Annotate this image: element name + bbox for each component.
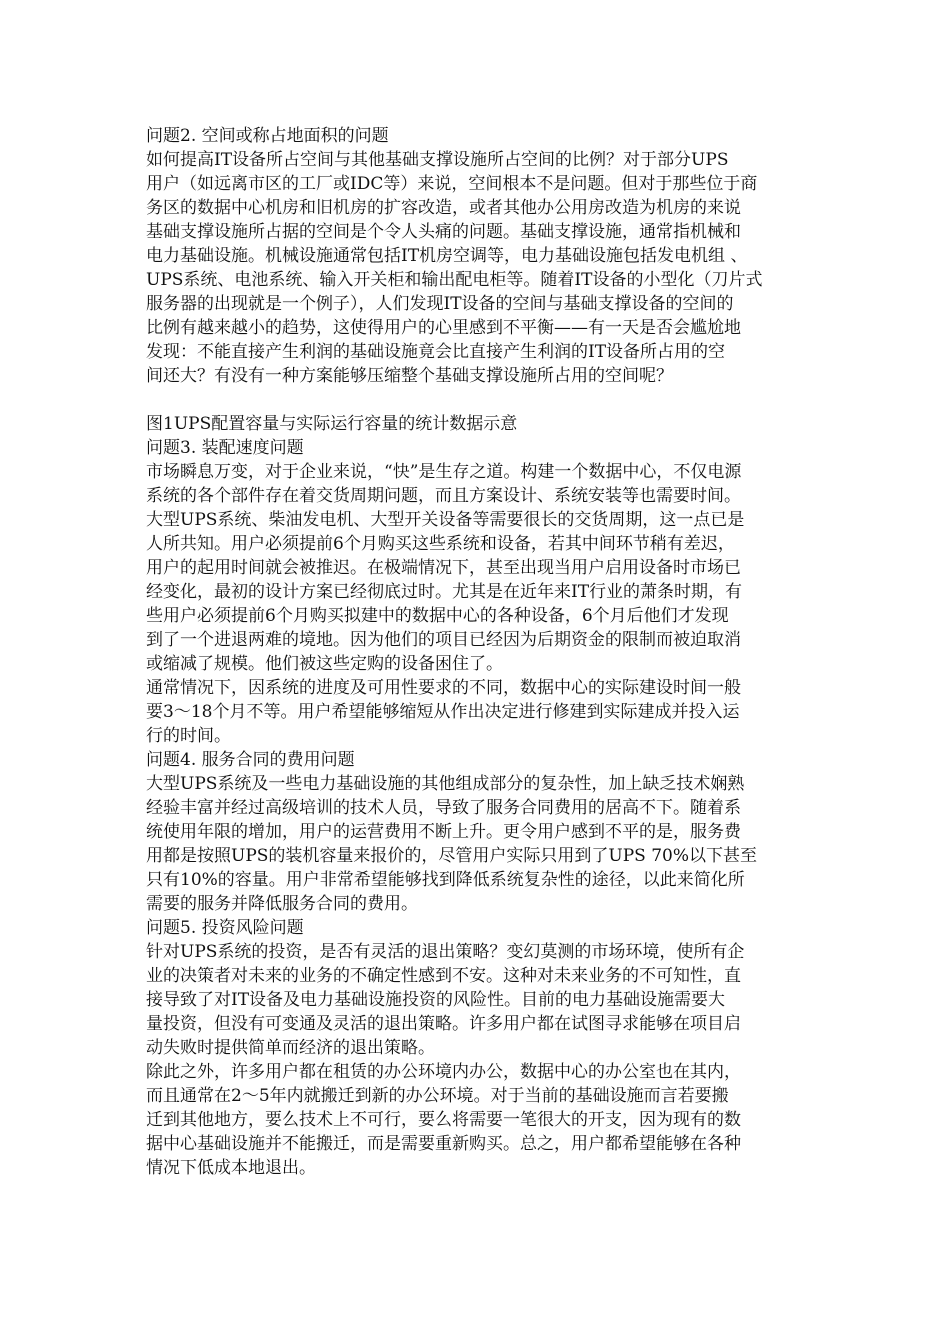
heading-problem-3	[146, 436, 812, 460]
text-line: 针对UPS系统的投资，是否有灵活的退出策略？变幻莫测的市场环境，使所有企	[146, 942, 745, 962]
text-line: 经变化，最初的设计方案已经彻底过时。尤其是在近年来IT行业的萧条时期，有	[146, 582, 743, 602]
text-line: 行的时间。	[146, 726, 231, 746]
text-line: 大型UPS系统、柴油发电机、大型开关设备等需要很长的交货周期，这一点已是	[146, 510, 745, 530]
text-line: 量投资，但没有可变通及灵活的退出策略。许多用户都在试图寻求能够在项目启	[146, 1014, 741, 1034]
text-line: 接导致了对IT设备及电力基础设施投资的风险性。目前的电力基础设施需要大	[146, 990, 726, 1010]
text-line: 间还大？有没有一种方案能够压缩整个基础支撑设施所占用的空间呢？	[146, 366, 673, 386]
paragraph-problem-5b	[146, 1060, 812, 1180]
heading-problem-4	[146, 748, 812, 772]
text-line: 到了一个进退两难的境地。因为他们的项目已经因为后期资金的限制而被迫取消	[146, 630, 741, 650]
document-page	[146, 124, 812, 1180]
text-line: 问题3. 装配速度问题	[146, 438, 304, 458]
paragraph-problem-2	[146, 148, 812, 388]
text-line: 动失败时提供简单而经济的退出策略。	[146, 1038, 435, 1058]
text-line: 比例有越来越小的趋势，这使得用户的心里感到不平衡——有一天是否会尴尬地	[146, 318, 741, 338]
paragraph-problem-5a	[146, 940, 812, 1060]
text-line: 统使用年限的增加，用户的运营费用不断上升。更令用户感到不平的是，服务费	[146, 822, 741, 842]
text-line: 服务器的出现就是一个例子），人们发现IT设备的空间与基础支撑设备的空间的	[146, 294, 734, 314]
text-line: 用户的起用时间就会被推迟。在极端情况下，甚至出现当用户启用设备时市场已	[146, 558, 741, 578]
text-line: 只有10%的容量。用户非常希望能够找到降低系统复杂性的途径，以此来简化所	[146, 870, 745, 890]
text-line: 经验丰富并经过高级培训的技术人员，导致了服务合同费用的居高不下。随着系	[146, 798, 741, 818]
heading-problem-5	[146, 916, 812, 940]
text-line: 发现：不能直接产生利润的基础设施竟会比直接产生利润的IT设备所占用的空	[146, 342, 726, 362]
text-line: 问题2. 空间或称占地面积的问题	[146, 126, 389, 146]
text-line: 人所共知。用户必须提前6个月购买这些系统和设备，若其中间环节稍有差迟，	[146, 534, 735, 554]
heading-problem-2	[146, 124, 812, 148]
blank-line	[146, 388, 812, 412]
text-line: 而且通常在2～5年内就搬迁到新的办公环境。对于当前的基础设施而言若要搬	[146, 1086, 729, 1106]
text-line: 用都是按照UPS的装机容量来报价的，尽管用户实际只用到了UPS 70%以下甚至	[146, 846, 758, 866]
text-line: 据中心基础设施并不能搬迁，而是需要重新购买。总之，用户都希望能够在各种	[146, 1134, 741, 1154]
text-line: 务区的数据中心机房和旧机房的扩容改造，或者其他办公用房改造为机房的来说	[146, 198, 741, 218]
text-line: 市场瞬息万变，对于企业来说，“快”是生存之道。构建一个数据中心，不仅电源	[146, 462, 742, 482]
text-line: 迁到其他地方，要么技术上不可行，要么将需要一笔很大的开支，因为现有的数	[146, 1110, 741, 1130]
text-line: 通常情况下，因系统的进度及可用性要求的不同，数据中心的实际建设时间一般	[146, 678, 741, 698]
text-line: 系统的各个部件存在着交货周期问题，而且方案设计、系统安装等也需要时间。	[146, 486, 741, 506]
text-line: 如何提高IT设备所占空间与其他基础支撑设施所占空间的比例？对于部分UPS	[146, 150, 729, 170]
paragraph-problem-3a	[146, 460, 812, 676]
text-line: 电力基础设施。机械设施通常包括IT机房空调等，电力基础设施包括发电机组 、	[146, 246, 748, 266]
text-line: 情况下低成本地退出。	[146, 1158, 316, 1178]
text-line: 基础支撑设施所占据的空间是个令人头痛的问题。基础支撑设施，通常指机械和	[146, 222, 741, 242]
text-line: 大型UPS系统及一些电力基础设施的其他组成部分的复杂性，加上缺乏技术娴熟	[146, 774, 745, 794]
paragraph-problem-3b	[146, 676, 812, 748]
text-line: 问题4. 服务合同的费用问题	[146, 750, 355, 770]
figure-caption	[146, 412, 812, 436]
text-line: 图1UPS配置容量与实际运行容量的统计数据示意	[146, 414, 518, 434]
text-line: UPS系统、电池系统、输入开关柜和输出配电柜等。随着IT设备的小型化（刀片式	[146, 270, 763, 290]
text-line: 或缩减了规模。他们被这些定购的设备困住了。	[146, 654, 503, 674]
text-line: 除此之外，许多用户都在租赁的办公环境内办公，数据中心的办公室也在其内，	[146, 1062, 741, 1082]
text-line: 要3～18个月不等。用户希望能够缩短从作出决定进行修建到实际建成并投入运	[146, 702, 740, 722]
text-line: 需要的服务并降低服务合同的费用。	[146, 894, 418, 914]
paragraph-problem-4	[146, 772, 812, 916]
text-line: 问题5. 投资风险问题	[146, 918, 304, 938]
text-line: 些用户必须提前6个月购买拟建中的数据中心的各种设备，6个月后他们才发现	[146, 606, 729, 626]
text-line: 业的决策者对未来的业务的不确定性感到不安。这种对未来业务的不可知性，直	[146, 966, 741, 986]
text-line: 用户（如远离市区的工厂或IDC等）来说，空间根本不是问题。但对于那些位于商	[146, 174, 758, 194]
